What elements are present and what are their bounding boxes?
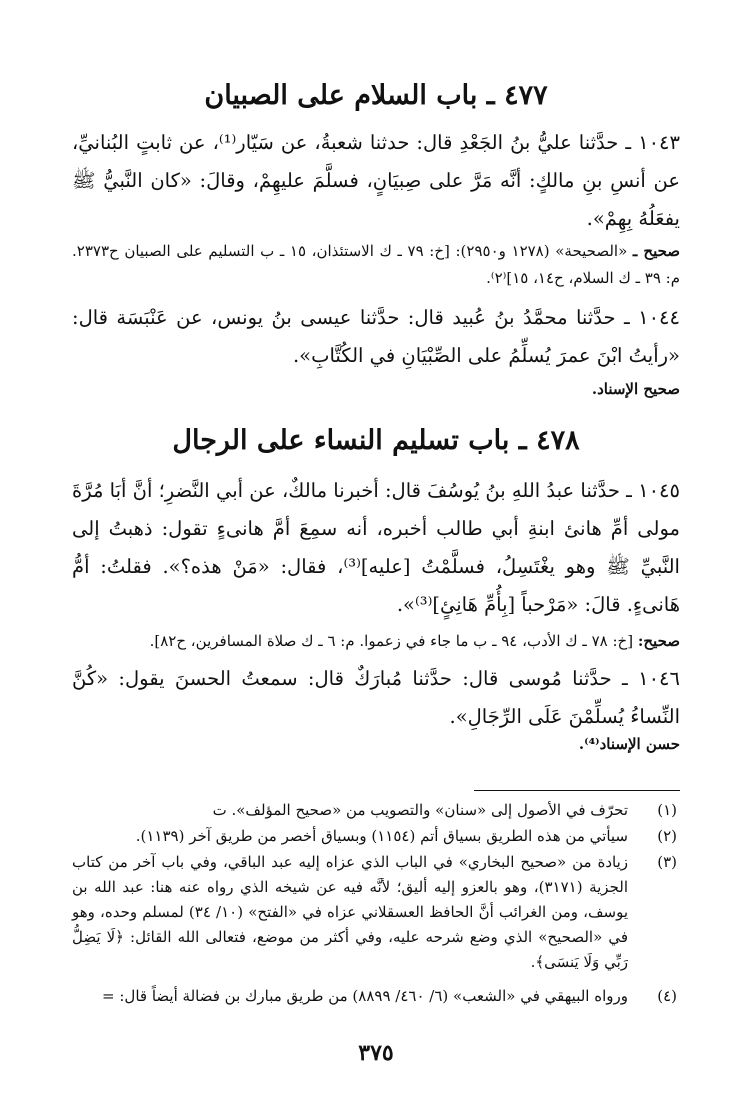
footnote-1 (72, 798, 677, 823)
hadith-1045: ١٠٤٥ ـ حدَّثنا عبدُ اللهِ بنُ يُوسُفَ قال: أخبرنا مالكٌ، عن أبي النَّضرِ؛ أنَّ أبَا مُرَّةَ مولى أمِّ هانئ ابنةِ أبي طالب أخبره، أنه سمِعَ أمَّ هانىءٍ تقول: ذهبتُ إلى النَّبيِّ ﷺ وهو يغْتَسِلُ، فسلَّمْتُ [عليه]⁽³⁾، فقال: «مَنْ هذه؟». فقلتُ: أمُّ هَانىءٍ. قالَ: «مَرْحباً [بِأُمِّ هَانِئٍ]⁽³⁾». (72, 479, 680, 616)
grade-1044: صحيح الإسناد. (591, 380, 680, 398)
footnote-2 (72, 824, 677, 849)
footnote-number: (١) (657, 801, 677, 819)
chapter-heading-478: ٤٧٨ ـ باب تسليم النساء على الرجال (172, 425, 580, 456)
takhrij-1043 (72, 238, 680, 292)
footnote-number: (٣) (657, 853, 677, 871)
hadith-1043: ١٠٤٣ ـ حدَّثنا عليُّ بنُ الجَعْدِ قال: حدثنا شعبةُ، عن سَيّار⁽¹⁾، عن ثابتٍ البُنانيِّ، عن أنسِ بنِ مالكٍ: أنَّه مَرَّ على صِبيَانٍ، فسلَّمَ عليهِمْ، وقالَ: «كان النَّبيُّ ﷺ يفعَلُهُ بِهِمْ». (72, 131, 681, 230)
footnote-separator (474, 790, 680, 791)
footnote-text: زيادة من «صحيح البخاري» في الباب الذي عزاه إليه عبد الباقي، وفي باب آخر من كتاب الجزية (٣١٧١)، وهو بالعزو إليه أليق؛ لأنَّه فيه عن شيخه الذي رواه عنه هنا: عبد الله بن يوسف، ومن الغرائب أنَّ الحافظ العسقلاني عزاه في «الفتح» (١٠/ ٣٤) لمسلم وحده، وهو في «الصحيح» الذي وضع شرحه عليه، وفي أكثر من موضع، فتعالى الله القائل: ﴿لَا يَضِلُّ رَبِّي وَلَا يَنسَى﴾. (72, 853, 628, 971)
footnote-4 (72, 984, 677, 1009)
takhrij-1045 (72, 628, 680, 655)
grade-label: صحيح: (637, 632, 680, 650)
footnote-text: ورواه البيهقي في «الشعب» (٦/ ٤٦٠/ ٨٨٩٩) من طريق مبارك بن فضالة أيضاً قال: = (102, 987, 628, 1005)
source-text: [خ: ٧٨ ـ ك الأدب، ٩٤ ـ ب ما جاء في زعموا. م: ٦ ـ ك صلاة المسافرين، ح٨٢]. (149, 632, 634, 650)
hadith-1044: ١٠٤٤ ـ حدَّثنا محمَّدُ بنُ عُبيد قال: حدَّثنا عيسى بنُ يونس، عن عَنْبَسَة قال: «رأيتُ ابْنَ عمرَ يُسلِّمُ على الصِّبْيَانِ في الكُتَّابِ». (72, 306, 680, 367)
footnote-text: تحرّف في الأصول إلى «سنان» والتصويب من «صحيح المؤلف». ت (212, 801, 628, 819)
hadith-1046: ١٠٤٦ ـ حدَّثنا مُوسى قال: حدَّثنا مُبارَكٌ قال: سمعتُ الحسنَ يقول: «كُنَّ النِّساءُ يُسلِّمْنَ عَلَى الرِّجَالِ». (72, 667, 680, 728)
footnote-number: (٢) (657, 827, 677, 845)
page-number: ٣٧٥ (358, 1040, 394, 1066)
grade-1046: حسن الإسناد⁽⁴⁾. (578, 735, 680, 753)
chapter-heading-477: ٤٧٧ ـ باب السلام على الصبيان (204, 80, 548, 111)
grade-label: صحيح ـ (632, 242, 681, 260)
footnote-number: (٤) (657, 987, 677, 1005)
footnote-text: سيأتي من هذه الطريق بسياق أتم (١١٥٤) وبسياق أخصر من طريق آخر (١١٣٩). (135, 827, 628, 845)
source-text: «الصحيحة» (١٢٧٨ و٢٩٥٠): [خ: ٧٩ ـ ك الاستئذان، ١٥ ـ ب التسليم على الصبيان ح٢٣٧٣. م: ٣٩ ـ ك السلام، ح١٤، ١٥]⁽٢⁾. (72, 242, 680, 287)
footnote-3 (72, 850, 677, 975)
